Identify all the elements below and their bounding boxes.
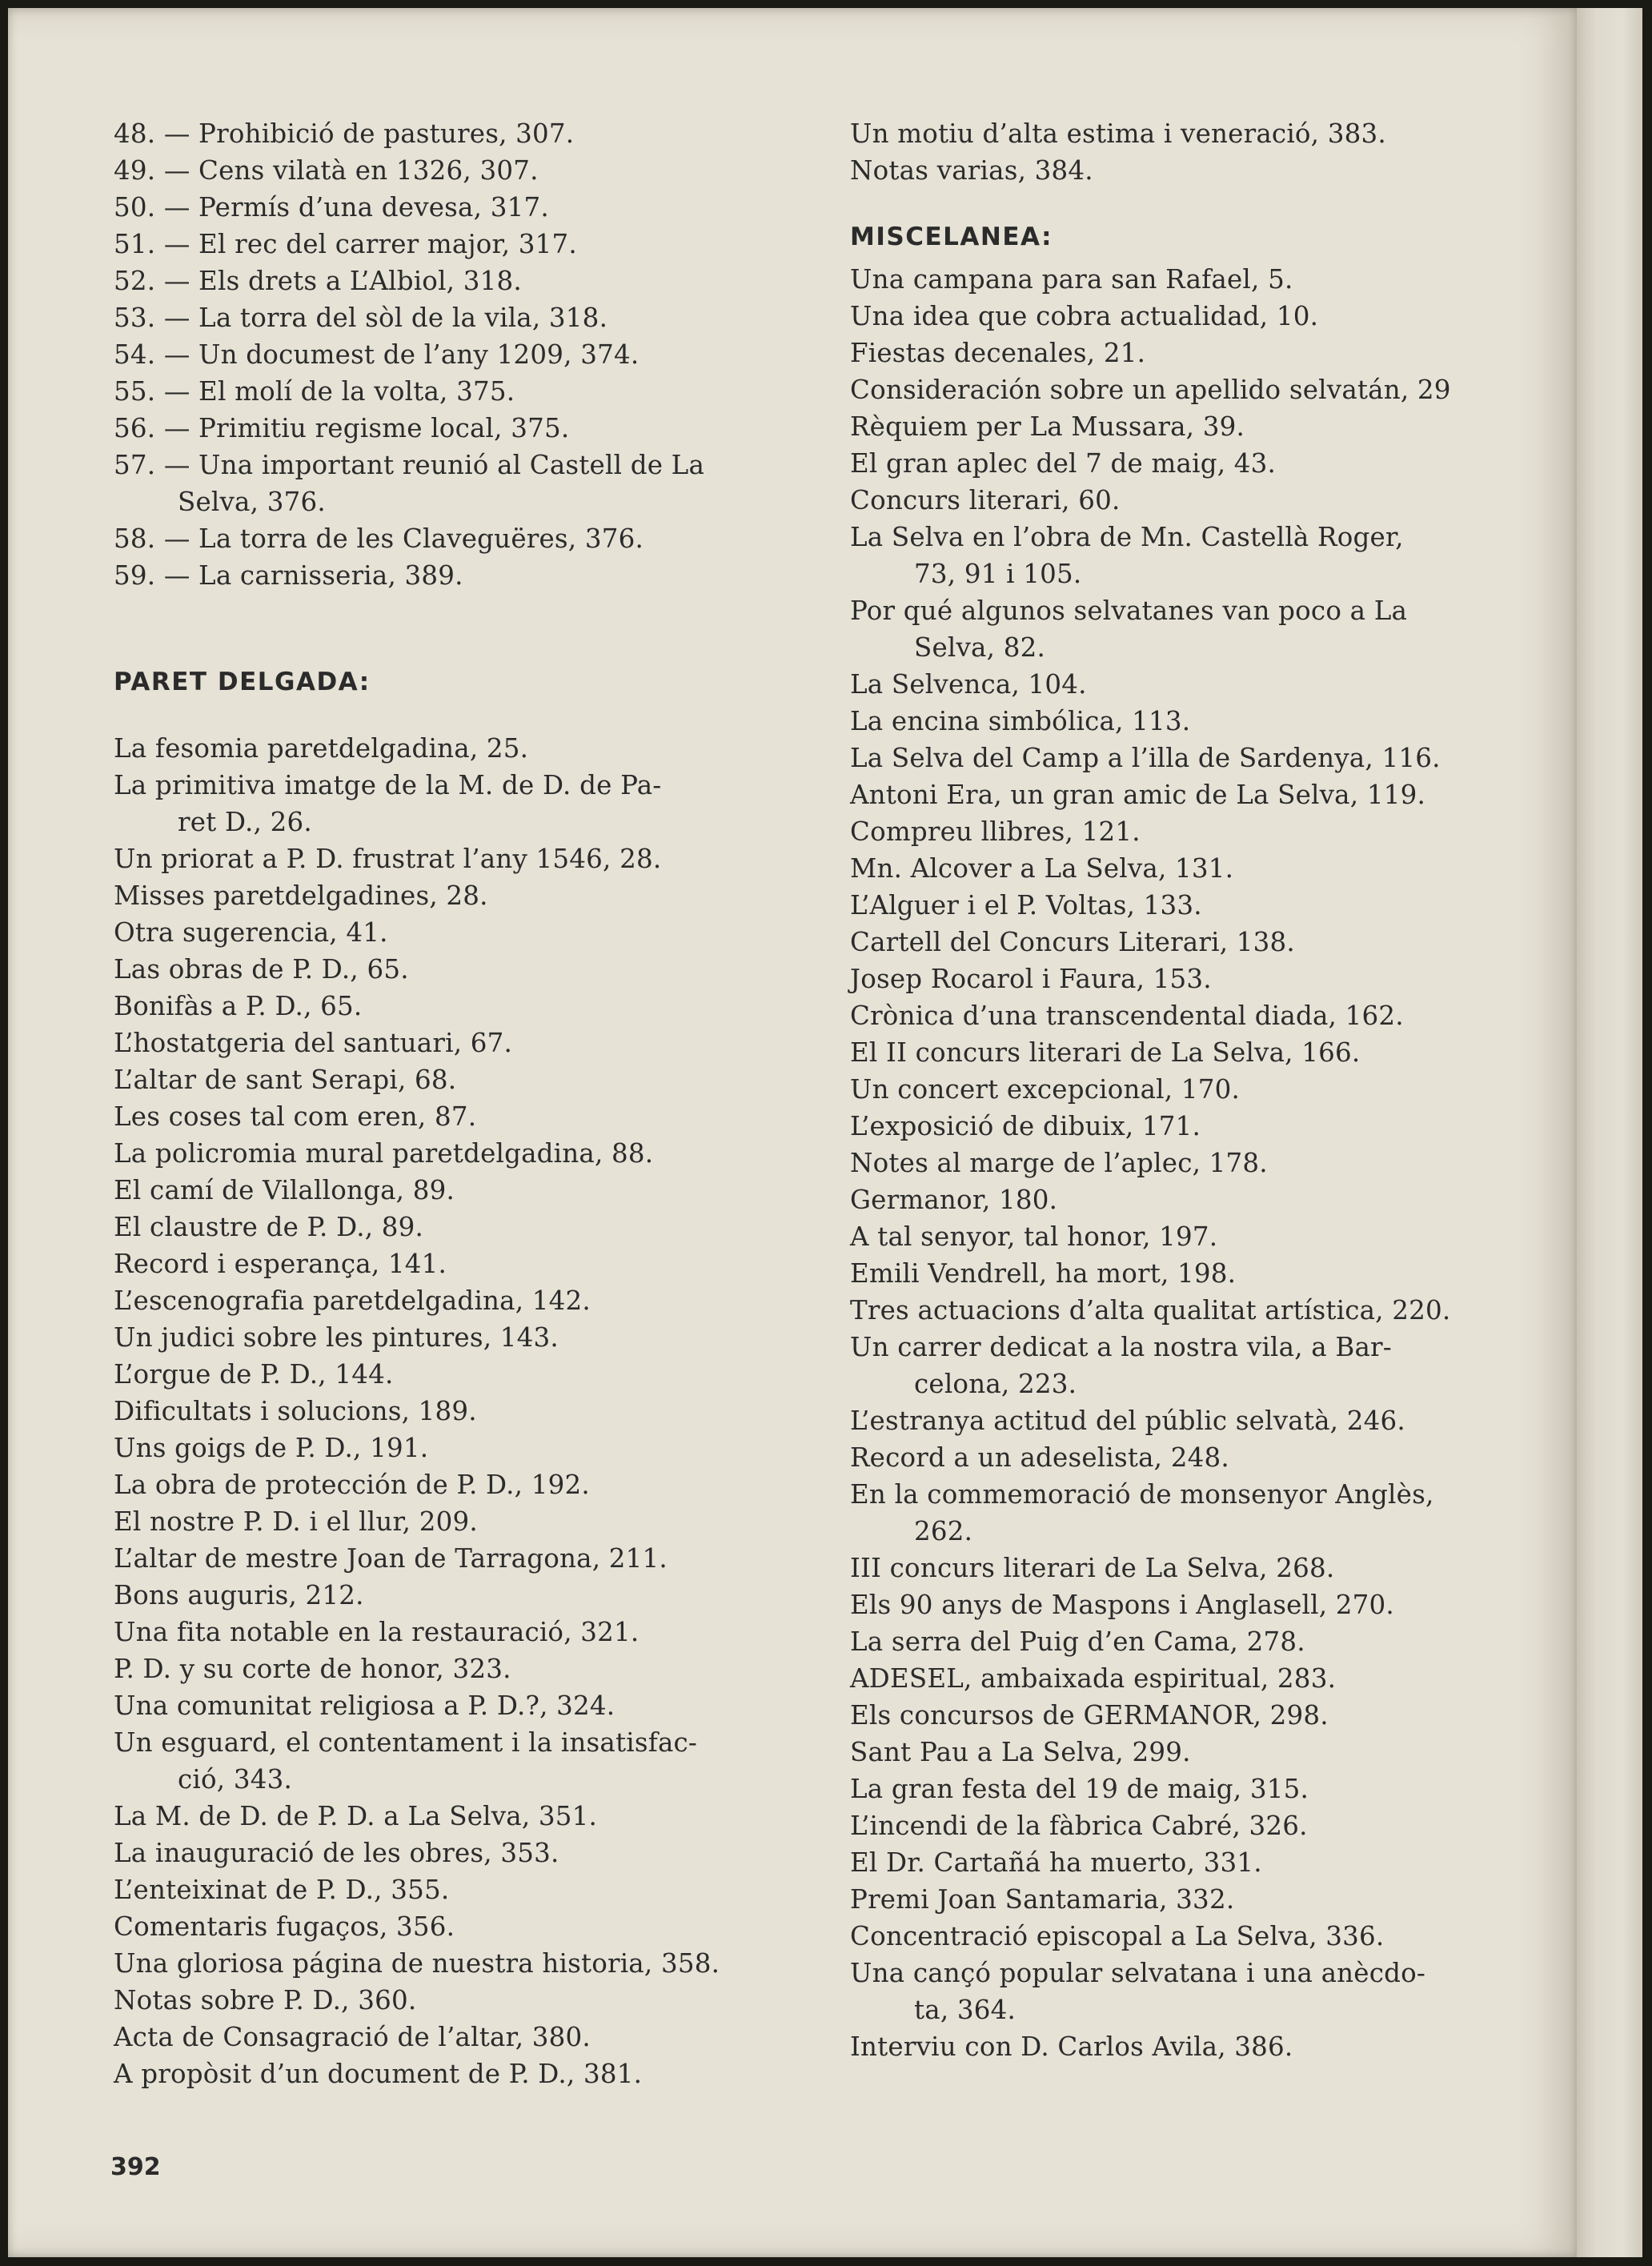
index-entry: L’altar de mestre Joan de Tarragona, 211.: [114, 1543, 668, 1574]
index-entry: El camí de Vilallonga, 89.: [114, 1175, 455, 1205]
index-entry: L’estranya actitud del públic selvatà, 246.: [850, 1406, 1405, 1436]
index-entry: Cartell del Concurs Literari, 138.: [850, 927, 1295, 957]
index-entry-continuation: 262.: [914, 1516, 973, 1546]
index-entry: Una gloriosa página de nuestra historia, 358.: [114, 1948, 720, 1979]
index-entry: El gran aplec del 7 de maig, 43.: [850, 448, 1277, 479]
index-entry-continuation: ció, 343.: [178, 1764, 292, 1795]
index-entry: Notes al marge de l’aplec, 178.: [850, 1148, 1268, 1178]
index-entry: Record a un adeselista, 248.: [850, 1442, 1229, 1473]
index-entry: Comentaris fugaços, 356.: [114, 1911, 455, 1942]
index-entry: Germanor, 180.: [850, 1185, 1058, 1215]
index-entry: Mn. Alcover a La Selva, 131.: [850, 853, 1234, 884]
index-entry: Uns goigs de P. D., 191.: [114, 1433, 429, 1463]
index-entry: 52. — Els drets a L’Albiol, 318.: [114, 266, 522, 296]
index-entry: Misses paretdelgadines, 28.: [114, 880, 488, 911]
index-entry: L’exposició de dibuix, 171.: [850, 1111, 1201, 1141]
index-entry: Bonifàs a P. D., 65.: [114, 991, 363, 1021]
index-entry: 56. — Primitiu regisme local, 375.: [114, 413, 570, 443]
index-entry: Concentració episcopal a La Selva, 336.: [850, 1921, 1385, 1951]
index-entry: Interviu con D. Carlos Avila, 386.: [850, 2031, 1293, 2062]
index-entry: La obra de protección de P. D., 192.: [114, 1470, 590, 1500]
index-entry: Emili Vendrell, ha mort, 198.: [850, 1258, 1237, 1289]
index-entry: Una cançó popular selvatana i una anècdo-: [850, 1958, 1426, 1988]
index-entry: La encina simbólica, 113.: [850, 706, 1191, 736]
paret-delgada-entries: [114, 730, 770, 2092]
index-entry: 54. — Un documest de l’any 1209, 374.: [114, 339, 640, 370]
index-entry: La inauguració de les obres, 353.: [114, 1838, 559, 1868]
index-entry: Sant Pau a La Selva, 299.: [850, 1737, 1191, 1767]
index-entry: A tal senyor, tal honor, 197.: [850, 1221, 1218, 1252]
index-entry: La gran festa del 19 de maig, 315.: [850, 1774, 1309, 1804]
index-entry: La M. de D. de P. D. a La Selva, 351.: [114, 1801, 598, 1831]
index-entry: El Dr. Cartañá ha muerto, 331.: [850, 1847, 1262, 1878]
index-entry: El nostre P. D. i el llur, 209.: [114, 1506, 478, 1537]
index-entry: Las obras de P. D., 65.: [114, 954, 409, 985]
numbered-entries: [114, 115, 770, 594]
index-entry: La Selvenca, 104.: [850, 669, 1087, 700]
index-entry: Dificultats i solucions, 189.: [114, 1396, 477, 1426]
index-entry: Un concert excepcional, 170.: [850, 1074, 1241, 1105]
index-entry: La fesomia paretdelgadina, 25.: [114, 733, 529, 764]
index-entry-continuation: ret D., 26.: [178, 807, 312, 837]
index-entry: La serra del Puig d’en Cama, 278.: [850, 1626, 1305, 1657]
index-entry: 55. — El molí de la volta, 375.: [114, 376, 515, 407]
index-entry: La primitiva imatge de la M. de D. de Pa-: [114, 770, 662, 800]
index-entry: Bons auguris, 212.: [114, 1580, 364, 1610]
page-fold-edge: [1577, 8, 1642, 2257]
index-entry: Fiestas decenales, 21.: [850, 338, 1146, 368]
index-entry: Una idea que cobra actualidad, 10.: [850, 301, 1319, 331]
index-entry: L’incendi de la fàbrica Cabré, 326.: [850, 1811, 1308, 1841]
index-entry: Concurs literari, 60.: [850, 485, 1121, 515]
index-entry: La Selva del Camp a l’illa de Sardenya, 116.: [850, 743, 1441, 773]
index-entry: L’altar de sant Serapi, 68.: [114, 1065, 457, 1095]
index-entry: Un motiu d’alta estima i veneració, 383.: [850, 118, 1386, 149]
index-entry: Un judici sobre les pintures, 143.: [114, 1322, 559, 1353]
index-entry: Una comunitat religiosa a P. D.?, 324.: [114, 1690, 615, 1721]
index-entry: 51. — El rec del carrer major, 317.: [114, 229, 577, 259]
index-entry: El II concurs literari de La Selva, 166.: [850, 1037, 1361, 1068]
index-entry: Notas sobre P. D., 360.: [114, 1985, 417, 2015]
index-entry: Otra sugerencia, 41.: [114, 917, 388, 948]
document-page: [8, 8, 1577, 2257]
index-entry: ADESEL, ambaixada espiritual, 283.: [850, 1663, 1337, 1694]
index-entry: III concurs literari de La Selva, 268.: [850, 1553, 1335, 1583]
index-entry: 57. — Una important reunió al Castell de La: [114, 450, 705, 480]
index-entry: Antoni Era, un gran amic de La Selva, 119.: [850, 780, 1425, 810]
index-entry: Consideración sobre un apellido selvatán, 29: [850, 375, 1451, 405]
index-entry: Un priorat a P. D. frustrat l’any 1546, 28.: [114, 844, 662, 874]
index-entry: Una fita notable en la restauració, 321.: [114, 1617, 640, 1647]
index-entry: Josep Rocarol i Faura, 153.: [850, 964, 1212, 994]
index-entry: 48. — Prohibició de pastures, 307.: [114, 118, 575, 149]
continued-entries: [850, 115, 1506, 189]
index-entry: La Selva en l’obra de Mn. Castellà Roger,: [850, 522, 1404, 552]
index-entry: Record i esperança, 141.: [114, 1249, 447, 1279]
index-entry: L’Alguer i el P. Voltas, 133.: [850, 890, 1202, 920]
index-entry-continuation: ta, 364.: [914, 1995, 1016, 2025]
index-entry: La policromia mural paretdelgadina, 88.: [114, 1138, 654, 1169]
index-entry-continuation: celona, 223.: [914, 1369, 1077, 1399]
right-column: [850, 115, 1506, 2065]
index-entry: 53. — La torra del sòl de la vila, 318.: [114, 303, 608, 333]
index-entry: Rèquiem per La Mussara, 39.: [850, 411, 1245, 442]
index-entry: L’hostatgeria del santuari, 67.: [114, 1028, 513, 1058]
index-entry: 58. — La torra de les Claveguëres, 376.: [114, 523, 644, 554]
index-entry: Els concursos de GERMANOR, 298.: [850, 1700, 1329, 1731]
index-entry: Les coses tal com eren, 87.: [114, 1101, 477, 1132]
section-heading-paret-delgada: PARET DELGADA:: [114, 668, 371, 696]
index-entry: Un carrer dedicat a la nostra vila, a Bar-: [850, 1332, 1392, 1362]
index-entry: 50. — Permís d’una devesa, 317.: [114, 192, 549, 223]
index-entry: A propòsit d’un document de P. D., 381.: [114, 2059, 643, 2089]
page-number: 392: [110, 2153, 161, 2181]
index-entry: Crònica d’una transcendental diada, 162.: [850, 1001, 1404, 1031]
index-entry: Acta de Consagració de l’altar, 380.: [114, 2022, 591, 2052]
index-entry-continuation: Selva, 82.: [914, 632, 1045, 663]
section-heading-miscelanea: MISCELANEA:: [850, 223, 1053, 251]
index-entry: 59. — La carnisseria, 389.: [114, 560, 463, 591]
index-entry: P. D. y su corte de honor, 323.: [114, 1654, 511, 1684]
index-entry: Una campana para san Rafael, 5.: [850, 264, 1293, 295]
index-entry: El claustre de P. D., 89.: [114, 1212, 424, 1242]
index-entry: L’escenografia paretdelgadina, 142.: [114, 1285, 591, 1316]
index-entry: Notas varias, 384.: [850, 155, 1093, 186]
miscelanea-entries: [850, 261, 1506, 2065]
index-entry: En la commemoració de monsenyor Anglès,: [850, 1479, 1434, 1510]
index-entry-continuation: Selva, 376.: [178, 487, 326, 517]
left-column: [114, 115, 770, 2092]
index-entry: Por qué algunos selvatanes van poco a La: [850, 596, 1408, 626]
index-entry: 49. — Cens vilatà en 1326, 307.: [114, 155, 539, 186]
index-entry: Compreu llibres, 121.: [850, 816, 1141, 847]
index-entry: Tres actuacions d’alta qualitat artística, 220.: [850, 1295, 1451, 1326]
index-entry: Un esguard, el contentament i la insatisfac-: [114, 1727, 698, 1758]
index-entry: L’orgue de P. D., 144.: [114, 1359, 394, 1390]
index-entry-continuation: 73, 91 i 105.: [914, 559, 1082, 589]
index-entry: L’enteixinat de P. D., 355.: [114, 1875, 450, 1905]
index-entry: Els 90 anys de Maspons i Anglasell, 270.: [850, 1590, 1394, 1620]
index-entry: Premi Joan Santamaria, 332.: [850, 1884, 1235, 1915]
